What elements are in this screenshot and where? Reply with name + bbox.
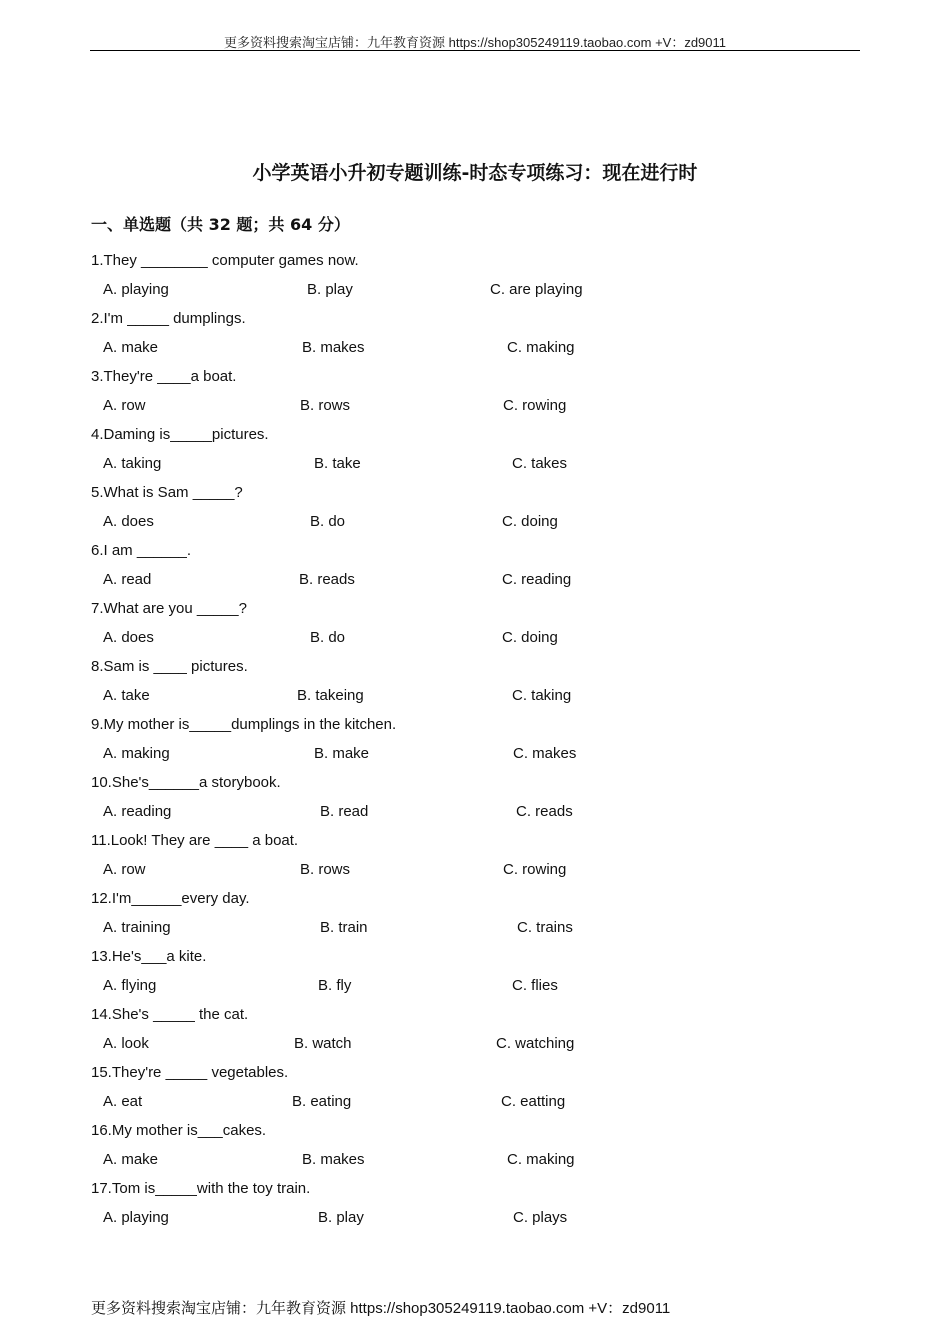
answer-option-a: A. reading [103, 803, 172, 820]
question-item [91, 367, 851, 425]
answer-option-b: B. watch [294, 1035, 352, 1052]
question-item [91, 773, 851, 831]
answer-option-a: A. row [103, 397, 146, 414]
answer-option-a: A. making [103, 745, 170, 762]
answer-option-b: B. fly [318, 977, 352, 994]
answer-option-a: A. taking [103, 455, 162, 472]
question-item [91, 1063, 851, 1121]
question-item [91, 1179, 851, 1237]
answer-option-b: B. play [307, 281, 353, 298]
answer-option-c: C. taking [512, 687, 572, 704]
question-stem: 9.My mother is_____dumplings in the kitchen. [91, 716, 397, 733]
question-item [91, 1005, 851, 1063]
answer-option-a: A. make [103, 1151, 159, 1168]
question-stem: 8.Sam is ____ pictures. [91, 658, 248, 675]
question-stem: 10.She's______a storybook. [91, 774, 281, 791]
question-item [91, 1121, 851, 1179]
answer-option-c: C. watching [496, 1035, 575, 1052]
answer-option-b: B. take [314, 455, 361, 472]
question-item [91, 251, 851, 309]
question-stem: 15.They're _____ vegetables. [91, 1064, 289, 1081]
question-stem: 3.They're ____a boat. [91, 368, 237, 385]
answer-option-c: C. flies [512, 977, 558, 994]
answer-option-c: C. makes [513, 745, 577, 762]
answer-option-c: C. rowing [503, 861, 567, 878]
answer-option-a: A. playing [103, 281, 169, 298]
question-item [91, 657, 851, 715]
answer-option-b: B. make [314, 745, 370, 762]
answer-option-a: A. row [103, 861, 146, 878]
question-item [91, 715, 851, 773]
answer-option-c: C. making [507, 1151, 575, 1168]
question-stem: 1.They ________ computer games now. [91, 252, 359, 269]
answer-option-b: B. play [318, 1209, 364, 1226]
question-stem: 14.She's _____ the cat. [91, 1006, 249, 1023]
answer-option-b: B. takeing [297, 687, 364, 704]
answer-option-c: C. making [507, 339, 575, 356]
answer-option-b: B. rows [300, 861, 351, 878]
question-item [91, 599, 851, 657]
answer-option-b: B. train [320, 919, 368, 936]
question-stem: 4.Daming is_____pictures. [91, 426, 269, 443]
question-item [91, 309, 851, 367]
answer-option-c: C. doing [502, 513, 558, 530]
question-stem: 7.What are you _____? [91, 600, 247, 617]
answer-option-a: A. look [103, 1035, 149, 1052]
question-list [91, 251, 851, 1237]
answer-option-a: A. playing [103, 1209, 169, 1226]
header-divider [90, 50, 860, 51]
question-item [91, 425, 851, 483]
question-item [91, 831, 851, 889]
question-item [91, 947, 851, 1005]
question-stem: 12.I'm______every day. [91, 890, 250, 907]
question-item [91, 541, 851, 599]
answer-option-b: B. read [320, 803, 369, 820]
answer-option-b: B. do [310, 513, 346, 530]
question-stem: 11.Look! They are ____ a boat. [91, 832, 299, 849]
answer-option-a: A. take [103, 687, 150, 704]
page-footer: 更多资料搜索淘宝店铺：九年教育资源 https://shop305249119.taobao.com +V：zd9011 [91, 1300, 671, 1317]
section-heading: 一、单选题（共 32 题；共 64 分） [91, 215, 350, 234]
answer-option-b: B. rows [300, 397, 351, 414]
answer-option-a: A. read [103, 571, 152, 588]
answer-option-b: B. makes [302, 1151, 365, 1168]
question-stem: 17.Tom is_____with the toy train. [91, 1180, 311, 1197]
answer-option-b: B. makes [302, 339, 365, 356]
answer-option-c: C. reads [516, 803, 573, 820]
answer-option-c: C. plays [513, 1209, 568, 1226]
answer-option-a: A. make [103, 339, 159, 356]
question-item [91, 889, 851, 947]
answer-option-c: C. doing [502, 629, 558, 646]
answer-option-c: C. takes [512, 455, 568, 472]
answer-option-a: A. does [103, 629, 154, 646]
answer-option-b: B. do [310, 629, 346, 646]
answer-option-c: C. eatting [501, 1093, 566, 1110]
answer-option-a: A. does [103, 513, 154, 530]
answer-option-a: A. flying [103, 977, 157, 994]
question-stem: 6.I am ______. [91, 542, 192, 559]
answer-option-a: A. training [103, 919, 171, 936]
question-stem: 5.What is Sam _____? [91, 484, 243, 501]
answer-option-b: B. reads [299, 571, 355, 588]
answer-option-c: C. are playing [490, 281, 583, 298]
answer-option-c: C. rowing [503, 397, 567, 414]
question-item [91, 483, 851, 541]
answer-option-a: A. eat [103, 1093, 143, 1110]
question-stem: 2.I'm _____ dumplings. [91, 310, 246, 327]
worksheet-title: 小学英语小升初专题训练-时态专项练习：现在进行时 [252, 162, 698, 184]
answer-option-c: C. trains [517, 919, 573, 936]
answer-option-c: C. reading [502, 571, 572, 588]
question-stem: 16.My mother is___cakes. [91, 1122, 267, 1139]
page-header: 更多资料搜索淘宝店铺：九年教育资源 https://shop305249119.taobao.com +V：zd9011 [223, 35, 727, 50]
answer-option-b: B. eating [292, 1093, 352, 1110]
question-stem: 13.He's___a kite. [91, 948, 207, 965]
